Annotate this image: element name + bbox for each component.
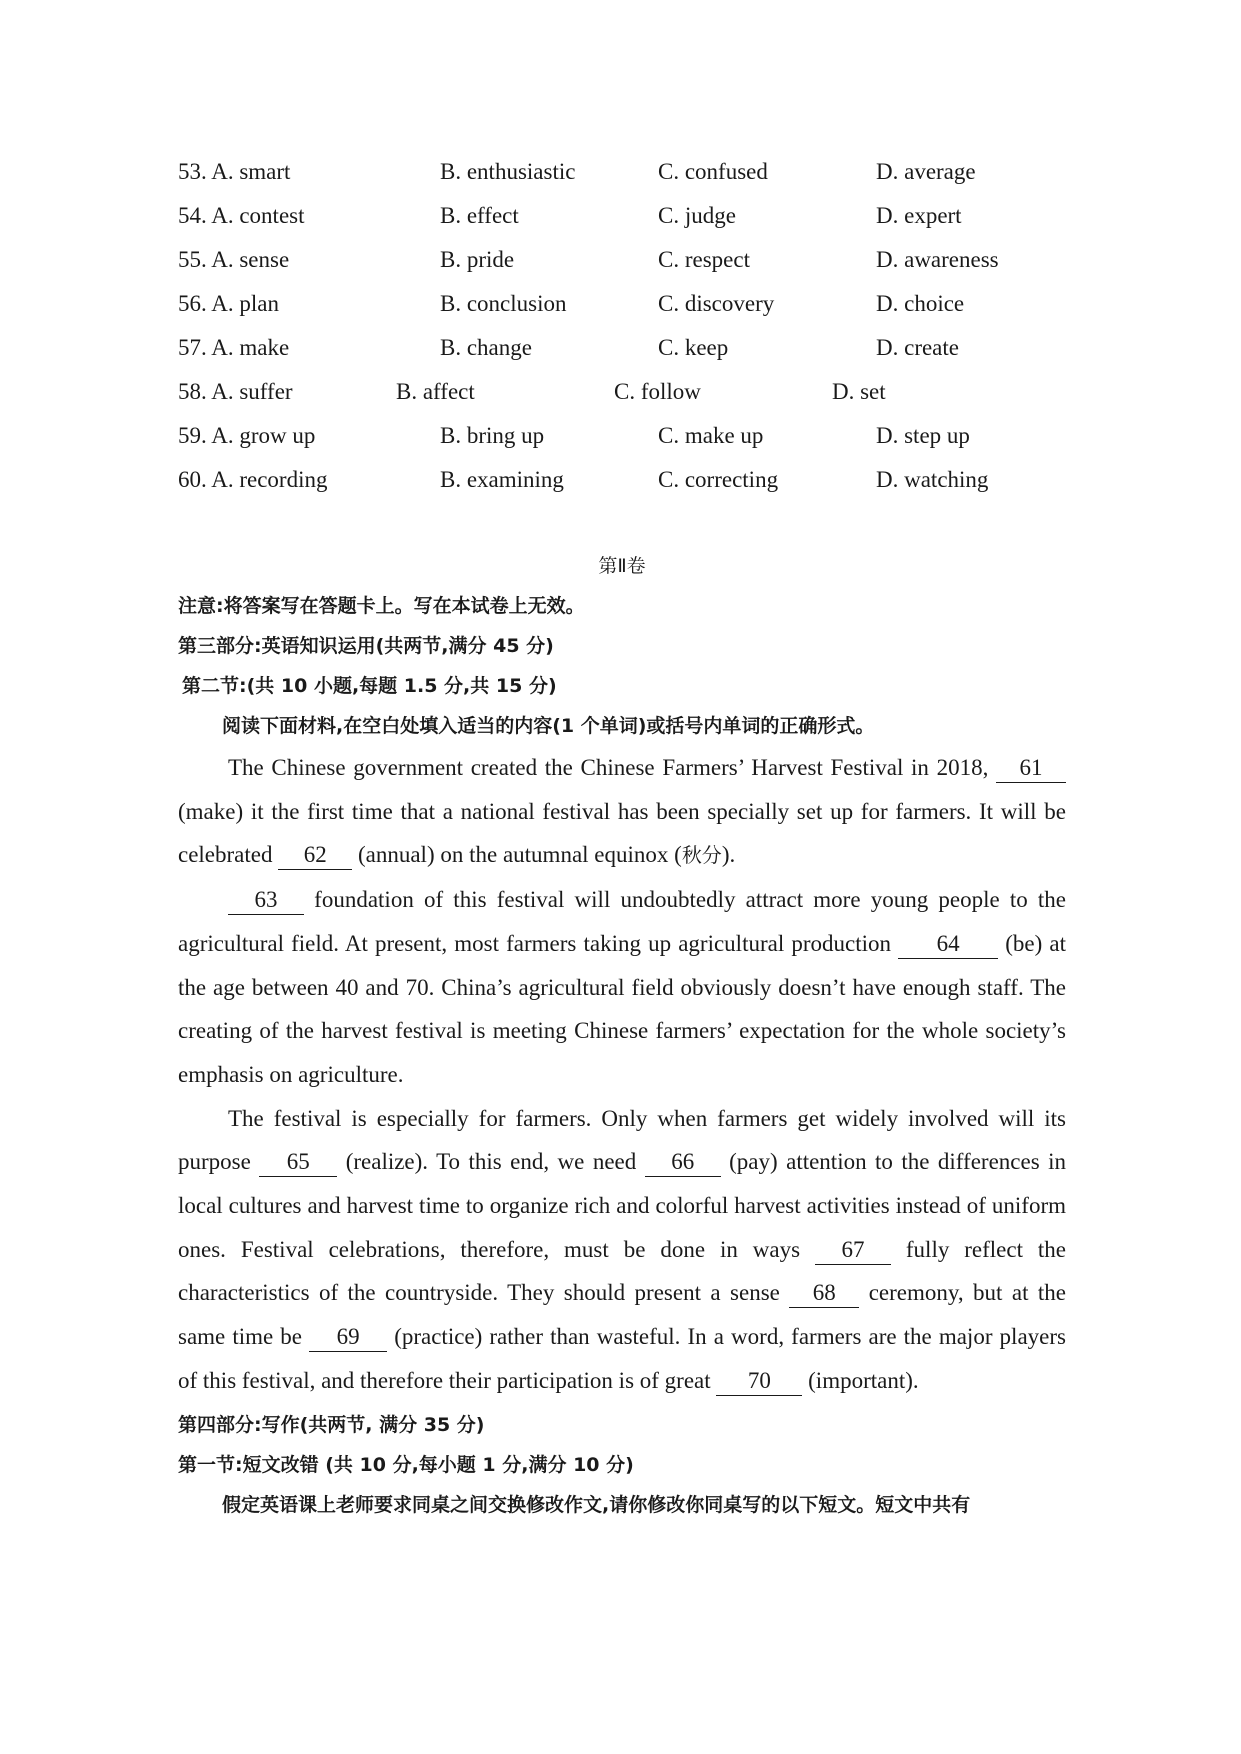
option-a: 55. A. sense: [178, 247, 290, 272]
passage-paragraph-1: The Chinese government created the Chinese Farmers’ Harvest Festival in 2018, 61 (make) it the first time that a national festival has been specially set up for farmers. It will be celebrated 62 (annual) on the autumnal equinox (秋分).: [178, 746, 1066, 878]
blank-65: 65: [259, 1148, 337, 1177]
blank-69: 69: [309, 1323, 387, 1352]
option-c: C. judge: [658, 203, 736, 228]
option-d: D. average: [876, 159, 976, 184]
option-row-54: [178, 194, 1066, 238]
option-c: C. respect: [658, 247, 750, 272]
blank-64: 64: [898, 930, 998, 959]
blank-67: 67: [815, 1236, 891, 1265]
passage-paragraph-3: The festival is especially for farmers. Only when farmers get widely involved will its purpose 65 (realize). To this end, we need 66 (pay) attention to the differences in local cultures and harvest time to organize rich and colorful harvest activities instead of uniform ones. Festival celebrations, therefore, must be done in ways 67 fully reflect the characteristics of the countryside. They should present a sense 68 ceremony, but at the same time be 69 (practice) rather than wasteful. In a word, farmers are the major players of this festival, and therefore their participation is of great 70 (important).: [178, 1097, 1066, 1403]
option-a: 59. A. grow up: [178, 423, 316, 448]
blank-66: 66: [645, 1148, 721, 1177]
option-row-58: [178, 370, 1066, 414]
part4-instruction-text: 假定英语课上老师要求同桌之间交换修改作文,请你修改你同桌写的以下短文。短文中共有: [222, 1493, 971, 1516]
blank-70: 70: [716, 1367, 802, 1396]
option-row-53: [178, 150, 1066, 194]
option-d: D. create: [876, 335, 959, 360]
notice-text: 注意:将答案写在答题卡上。写在本试卷上无效。: [178, 595, 585, 617]
option-b: B. effect: [440, 203, 519, 228]
option-c: C. discovery: [658, 291, 775, 316]
option-b: B. examining: [440, 467, 564, 492]
option-d: D. awareness: [876, 247, 999, 272]
blank-62: 62: [278, 841, 352, 870]
option-d: D. step up: [876, 423, 970, 448]
option-b: B. enthusiastic: [440, 159, 576, 184]
option-a: 56. A. plan: [178, 291, 279, 316]
volume-title: 第Ⅱ卷: [598, 555, 646, 577]
option-d: D. set: [832, 379, 886, 404]
option-row-60: [178, 458, 1066, 502]
option-a: 53. A. smart: [178, 159, 291, 184]
option-c: C. confused: [658, 159, 768, 184]
option-c: C. correcting: [658, 467, 779, 492]
option-b: B. conclusion: [440, 291, 567, 316]
option-b: B. affect: [396, 379, 475, 404]
option-row-55: [178, 238, 1066, 282]
part4-section1-title: 第一节:短文改错 (共 10 分,每小题 1 分,满分 10 分): [178, 1453, 634, 1476]
option-c: C. follow: [614, 379, 701, 404]
option-row-57: [178, 326, 1066, 370]
option-d: D. choice: [876, 291, 965, 316]
option-d: D. watching: [876, 467, 989, 492]
blank-63: 63: [228, 886, 304, 915]
exam-page: [178, 150, 1066, 1525]
option-row-56: [178, 282, 1066, 326]
passage-paragraph-2: 63 foundation of this festival will undoubtedly attract more young people to the agricultural field. At present, most farmers taking up agricultural production 64 (be) at the age between 40 and 70. China’s agricultural field obviously doesn’t have enough staff. The creating of the harvest festival is meeting Chinese farmers’ expectation for the whole society’s emphasis on agriculture.: [178, 887, 1066, 1087]
section2-title: 第二节:(共 10 小题,每题 1.5 分,共 15 分): [182, 675, 557, 697]
part4-title: 第四部分:写作(共两节, 满分 35 分): [178, 1413, 485, 1436]
option-b: B. change: [440, 335, 532, 360]
part3-title: 第三部分:英语知识运用(共两节,满分 45 分): [178, 635, 554, 657]
option-a: 60. A. recording: [178, 467, 328, 492]
instruction-text: 阅读下面材料,在空白处填入适当的内容(1 个单词)或括号内单词的正确形式。: [222, 715, 875, 737]
blank-68: 68: [789, 1279, 859, 1308]
option-c: C. make up: [658, 423, 764, 448]
option-b: B. bring up: [440, 423, 545, 448]
blank-61: 61: [996, 754, 1066, 783]
options-table: [178, 150, 1066, 502]
option-a: 54. A. contest: [178, 203, 305, 228]
option-a: 57. A. make: [178, 335, 290, 360]
option-d: D. expert: [876, 203, 962, 228]
option-a: 58. A. suffer: [178, 379, 293, 404]
option-b: B. pride: [440, 247, 515, 272]
option-c: C. keep: [658, 335, 729, 360]
option-row-59: [178, 414, 1066, 458]
